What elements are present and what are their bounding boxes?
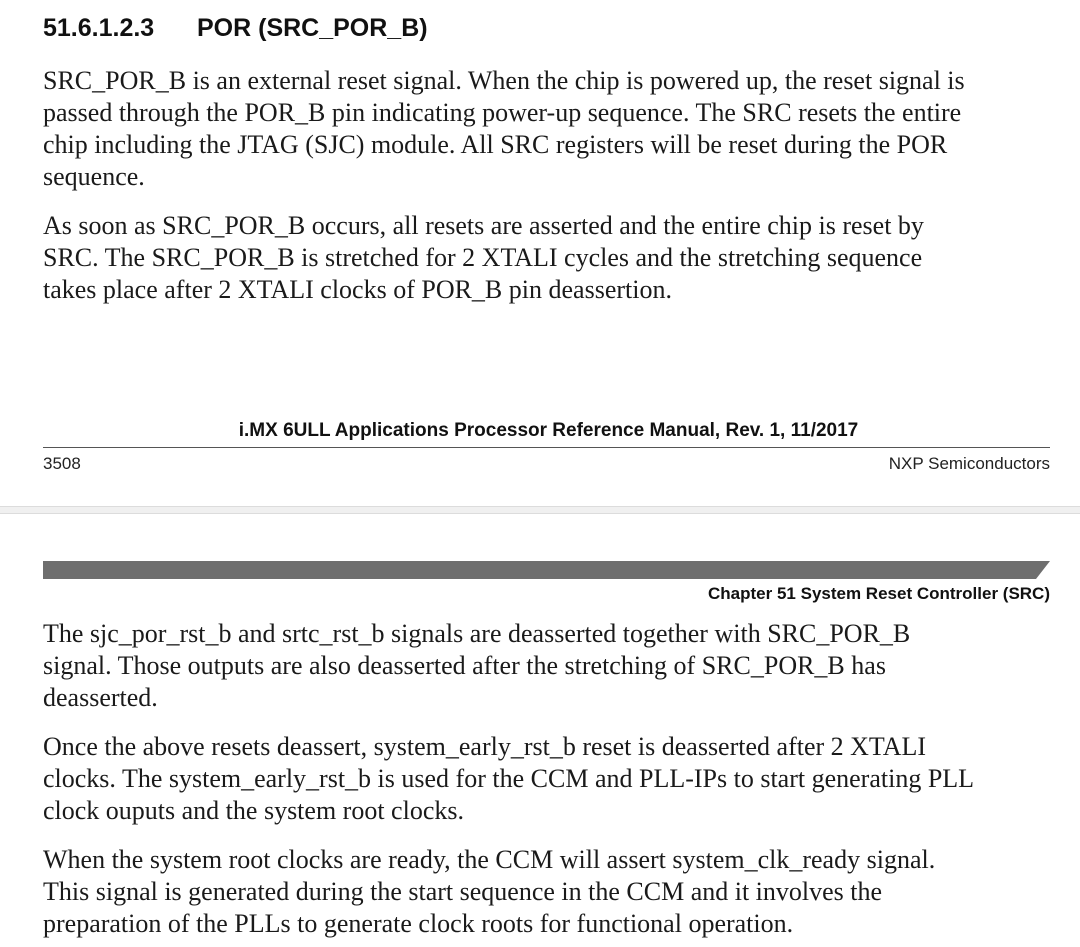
section-number: 51.6.1.2.3 [43,14,155,42]
text-line: deasserted. [43,683,158,712]
paragraph-early-reset [43,731,1058,827]
header-bar-shape [43,561,1050,579]
footer-manual-title: i.MX 6ULL Applications Processor Reference Manual, Rev. 1, 11/2017 [238,420,859,441]
page-3509 [0,514,1080,947]
chapter-header: Chapter 51 System Reset Controller (SRC) [708,584,1050,603]
text-line: When the system root clocks are ready, the CCM will assert system_clk_ready signal. [43,845,936,874]
page-separator [0,506,1080,514]
text-line: preparation of the PLLs to generate clock roots for functional operation. [43,909,794,938]
paragraph-clock-ready [43,844,1058,940]
text-line: Once the above resets deassert, system_early_rst_b reset is deasserted after 2 XTALI [43,732,927,761]
footer-divider [43,447,1050,448]
section-title: POR (SRC_POR_B) [197,14,428,42]
text-line: passed through the POR_B pin indicating power-up sequence. The SRC resets the entire [43,98,962,127]
text-line: takes place after 2 XTALI clocks of POR_B pin deassertion. [43,275,672,304]
text-line: This signal is generated during the start sequence in the CCM and it involves the [43,877,883,906]
footer-company: NXP Semiconductors [888,454,1050,473]
paragraph-por-stretching [43,210,1058,306]
paragraph-por-description [43,65,1058,193]
section-heading [43,14,428,43]
text-line: clocks. The system_early_rst_b is used for the CCM and PLL-IPs to start generating PLL [43,764,975,793]
chapter-header-bar [43,561,1050,579]
text-line: SRC. The SRC_POR_B is stretched for 2 XTALI cycles and the stretching sequence [43,243,923,272]
text-line: signal. Those outputs are also deasserted after the stretching of SRC_POR_B has [43,651,886,680]
footer-page-number: 3508 [43,454,81,473]
text-line: sequence. [43,162,145,191]
text-line: As soon as SRC_POR_B occurs, all resets are asserted and the entire chip is reset by [43,211,924,240]
paragraph-deassert-signals [43,618,1058,714]
text-line: chip including the JTAG (SJC) module. All SRC registers will be reset during the POR [43,130,948,159]
text-line: The sjc_por_rst_b and srtc_rst_b signals are deasserted together with SRC_POR_B [43,619,911,648]
text-line: SRC_POR_B is an external reset signal. When the chip is powered up, the reset signal is [43,66,965,95]
text-line: clock ouputs and the system root clocks. [43,796,464,825]
